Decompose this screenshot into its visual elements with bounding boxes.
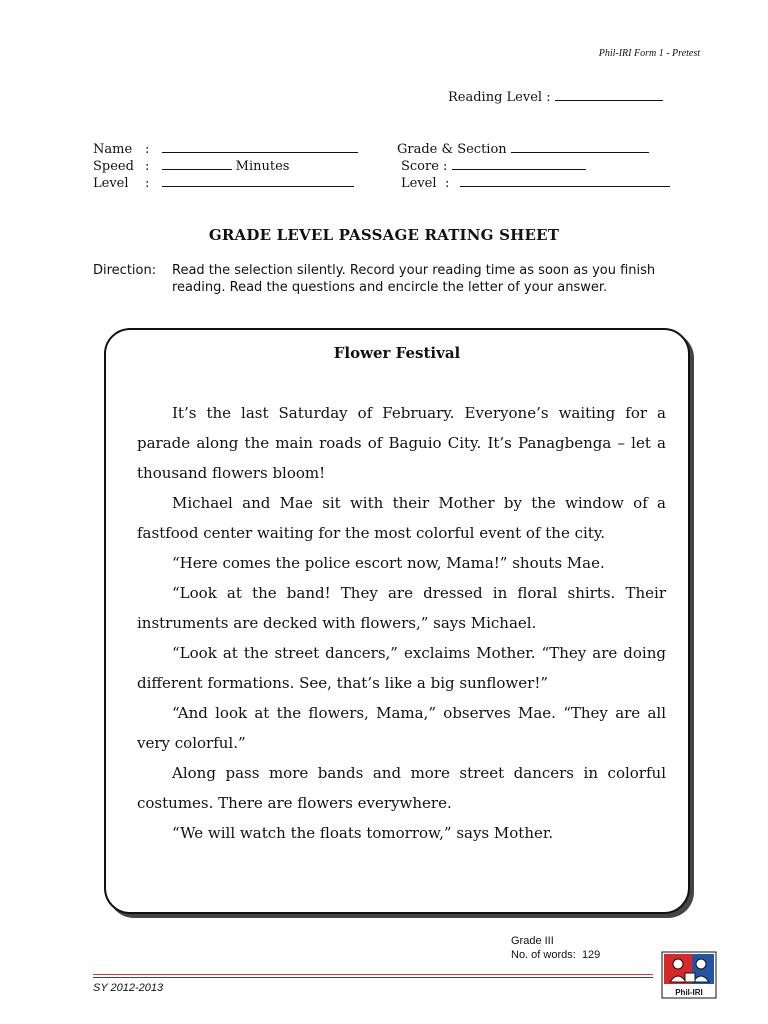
reading-level-field bbox=[448, 88, 663, 105]
speed-field bbox=[93, 157, 289, 175]
story-text bbox=[137, 398, 666, 848]
score-blank[interactable] bbox=[452, 157, 586, 170]
level2-field bbox=[401, 174, 670, 192]
story-paragraph: Along pass more bands and more street dancers in colorful costumes. There are flowers everywhere. bbox=[137, 764, 666, 812]
score-field bbox=[401, 157, 586, 175]
story-paragraph: “Look at the street dancers,” exclaims Mother. “They are doing different formations. See, that’s like a big sunflower!” bbox=[137, 644, 666, 692]
story-paragraph: “We will watch the floats tomorrow,” says Mother. bbox=[172, 824, 554, 842]
word-count-value: 129 bbox=[581, 949, 601, 961]
word-count-label: No. of words: bbox=[511, 949, 576, 961]
speed-label: Speed bbox=[93, 159, 134, 174]
level-blank[interactable] bbox=[162, 174, 354, 187]
minutes-label: Minutes bbox=[235, 159, 290, 174]
level2-blank[interactable] bbox=[460, 174, 670, 187]
footer-divider bbox=[93, 974, 653, 975]
grade-info bbox=[511, 934, 600, 962]
name-label: Name bbox=[93, 142, 133, 157]
score-label: Score : bbox=[401, 159, 448, 174]
story-paragraph: “Look at the band! They are dressed in floral shirts. Their instruments are decked with flowers,” says Michael. bbox=[137, 584, 666, 632]
grade-section-field bbox=[397, 140, 649, 158]
colon: : bbox=[145, 142, 150, 157]
direction-label: Direction: bbox=[93, 263, 157, 278]
name-field bbox=[93, 140, 358, 158]
footer-divider bbox=[93, 977, 653, 978]
reading-level-label: Reading Level : bbox=[448, 90, 551, 105]
direction bbox=[93, 262, 656, 295]
level2-label: Level bbox=[401, 176, 437, 191]
story-title: Flower Festival bbox=[333, 344, 461, 362]
logo-text: Phil-IRI bbox=[675, 988, 703, 997]
form-identifier: Phil-IRI Form 1 - Pretest bbox=[598, 48, 700, 59]
colon: : bbox=[145, 176, 150, 191]
story-paragraph: It’s the last Saturday of February. Everyone’s waiting for a parade along the main roads of Baguio City. It’s Panagbenga – let a thousand flowers bloom! bbox=[137, 404, 666, 482]
direction-text: Read the selection silently. Record your reading time as soon as you finish reading. Read the questions and encircle the letter of your answer. bbox=[172, 263, 656, 295]
page-title: GRADE LEVEL PASSAGE RATING SHEET bbox=[208, 226, 560, 244]
school-year: SY 2012-2013 bbox=[93, 982, 164, 994]
colon: : bbox=[445, 176, 450, 191]
grade-section-label: Grade & Section bbox=[397, 142, 507, 157]
passage-box bbox=[104, 328, 690, 914]
story-paragraph: “Here comes the police escort now, Mama!” shouts Mae. bbox=[172, 554, 605, 572]
story-paragraph: “And look at the flowers, Mama,” observes Mae. “They are all very colorful.” bbox=[137, 704, 666, 752]
name-blank[interactable] bbox=[162, 140, 358, 153]
story-paragraph: Michael and Mae sit with their Mother by the window of a fastfood center waiting for the most colorful event of the city. bbox=[137, 494, 666, 542]
speed-blank[interactable] bbox=[162, 157, 232, 170]
level-field bbox=[93, 174, 354, 192]
word-count bbox=[511, 948, 600, 962]
grade-label: Grade III bbox=[511, 935, 554, 947]
level-label: Level bbox=[93, 176, 129, 191]
reading-level-blank[interactable] bbox=[555, 88, 663, 101]
colon: : bbox=[145, 159, 150, 174]
grade-section-blank[interactable] bbox=[511, 140, 649, 153]
